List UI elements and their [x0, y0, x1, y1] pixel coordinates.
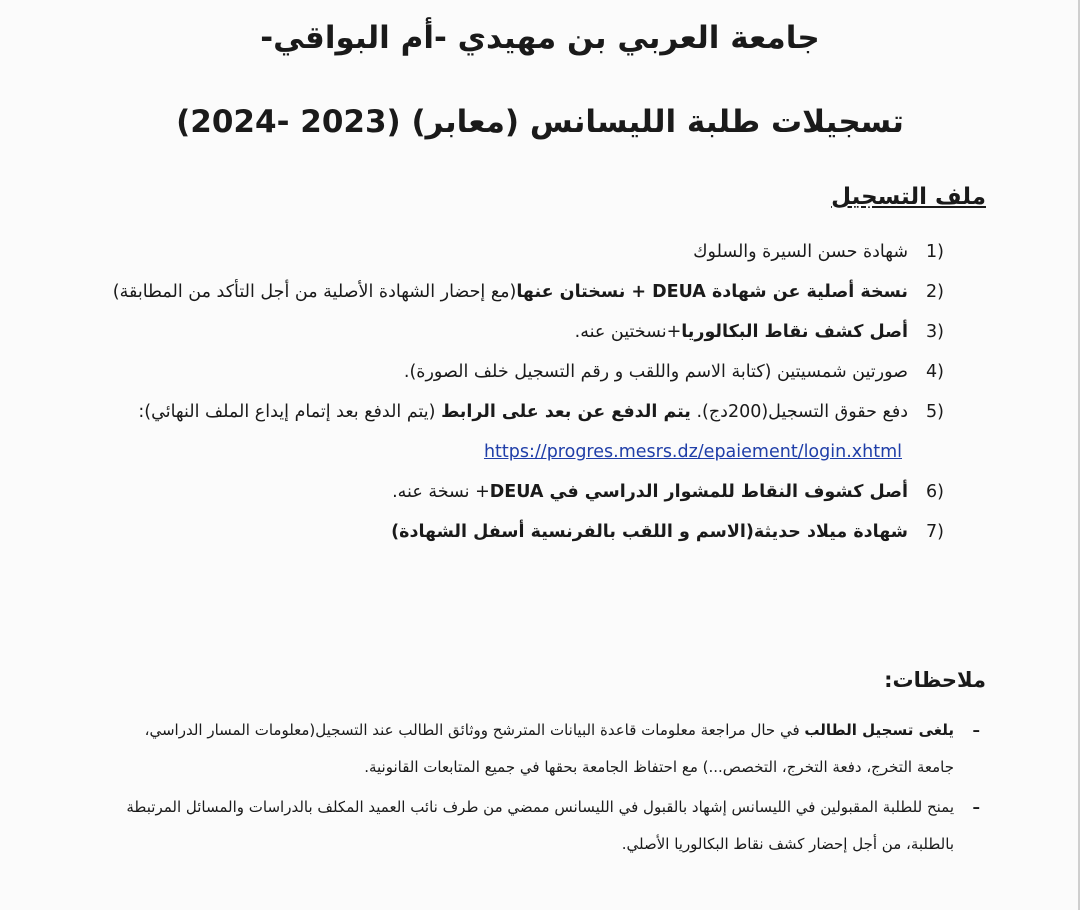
- item-number: 1): [926, 242, 944, 262]
- item-text: (مع إحضار الشهادة الأصلية من أجل التأكد من المطابقة): [112, 282, 517, 302]
- documents-list: [98, 232, 944, 552]
- note-item: [114, 712, 980, 786]
- list-item: [98, 232, 944, 272]
- item-bold-text: أصل كشف نقاط البكالوريا: [681, 322, 908, 342]
- list-item: [98, 392, 944, 472]
- item-text: + نسخة عنه.: [392, 482, 490, 502]
- note-item: [114, 789, 980, 863]
- item-text: شهادة حسن السيرة والسلوك: [693, 242, 908, 262]
- list-item: [98, 352, 944, 392]
- item-number: 6): [926, 482, 944, 502]
- notes-list: [114, 712, 980, 866]
- item-bold-text: يتم الدفع عن بعد على الرابط: [441, 402, 691, 422]
- item-number: 3): [926, 322, 944, 342]
- note-text: في حال مراجعة معلومات قاعدة البيانات المترشح ووثائق الطالب عند التسجيل(معلومات المسار الدراسي، جامعة التخرج، دفعة التخرج، التخصص...) مع احتفاظ الجامعة بحقها في جميع المتابعات القانونية.: [144, 721, 954, 776]
- list-item: [98, 312, 944, 352]
- item-number: 2): [926, 282, 944, 302]
- note-dash: –: [972, 798, 980, 816]
- list-item: [98, 512, 944, 552]
- item-text: +نسختين عنه.: [574, 322, 682, 342]
- item-text-extra: (يتم الدفع بعد إتمام إيداع الملف النهائي):: [138, 402, 436, 422]
- notes-heading: ملاحظات:: [884, 668, 986, 692]
- note-bold-text: يلغى تسجيل الطالب: [804, 721, 954, 739]
- section-heading: ملف التسجيل: [831, 184, 986, 210]
- note-text: يمنح للطلبة المقبولين في الليسانس إشهاد بالقبول في الليسانس ممضي من طرف نائب العميد المكلف بالدراسات والمسائل المرتبطة بالطلبة، من أجل إحضار كشف نقاط البكالوريا الأصلي.: [126, 798, 954, 853]
- item-text: صورتين شمسيتين (كتابة الاسم واللقب و رقم التسجيل خلف الصورة).: [403, 362, 908, 382]
- item-number: 4): [926, 362, 944, 382]
- page-subtitle: تسجيلات طلبة الليسانس (معابر) (2023 -2024): [176, 104, 904, 140]
- note-dash: –: [972, 721, 980, 739]
- list-item: [98, 472, 944, 512]
- payment-link[interactable]: https://progres.mesrs.dz/epaiement/login.xhtml: [483, 442, 902, 462]
- item-number: 5): [926, 402, 944, 422]
- item-bold-text: شهادة ميلاد حديثة(الاسم و اللقب بالفرنسية أسفل الشهادة): [391, 522, 908, 542]
- list-item: [98, 272, 944, 312]
- item-number: 7): [926, 522, 944, 542]
- item-bold-text: نسخة أصلية عن شهادة DEUA + نسختان عنها: [516, 282, 908, 302]
- item-text: دفع حقوق التسجيل(200دج).: [696, 402, 908, 422]
- item-bold-text: أصل كشوف النقاط للمشوار الدراسي في DEUA: [489, 482, 908, 502]
- university-title: جامعة العربي بن مهيدي -أم البواقي-: [260, 20, 820, 56]
